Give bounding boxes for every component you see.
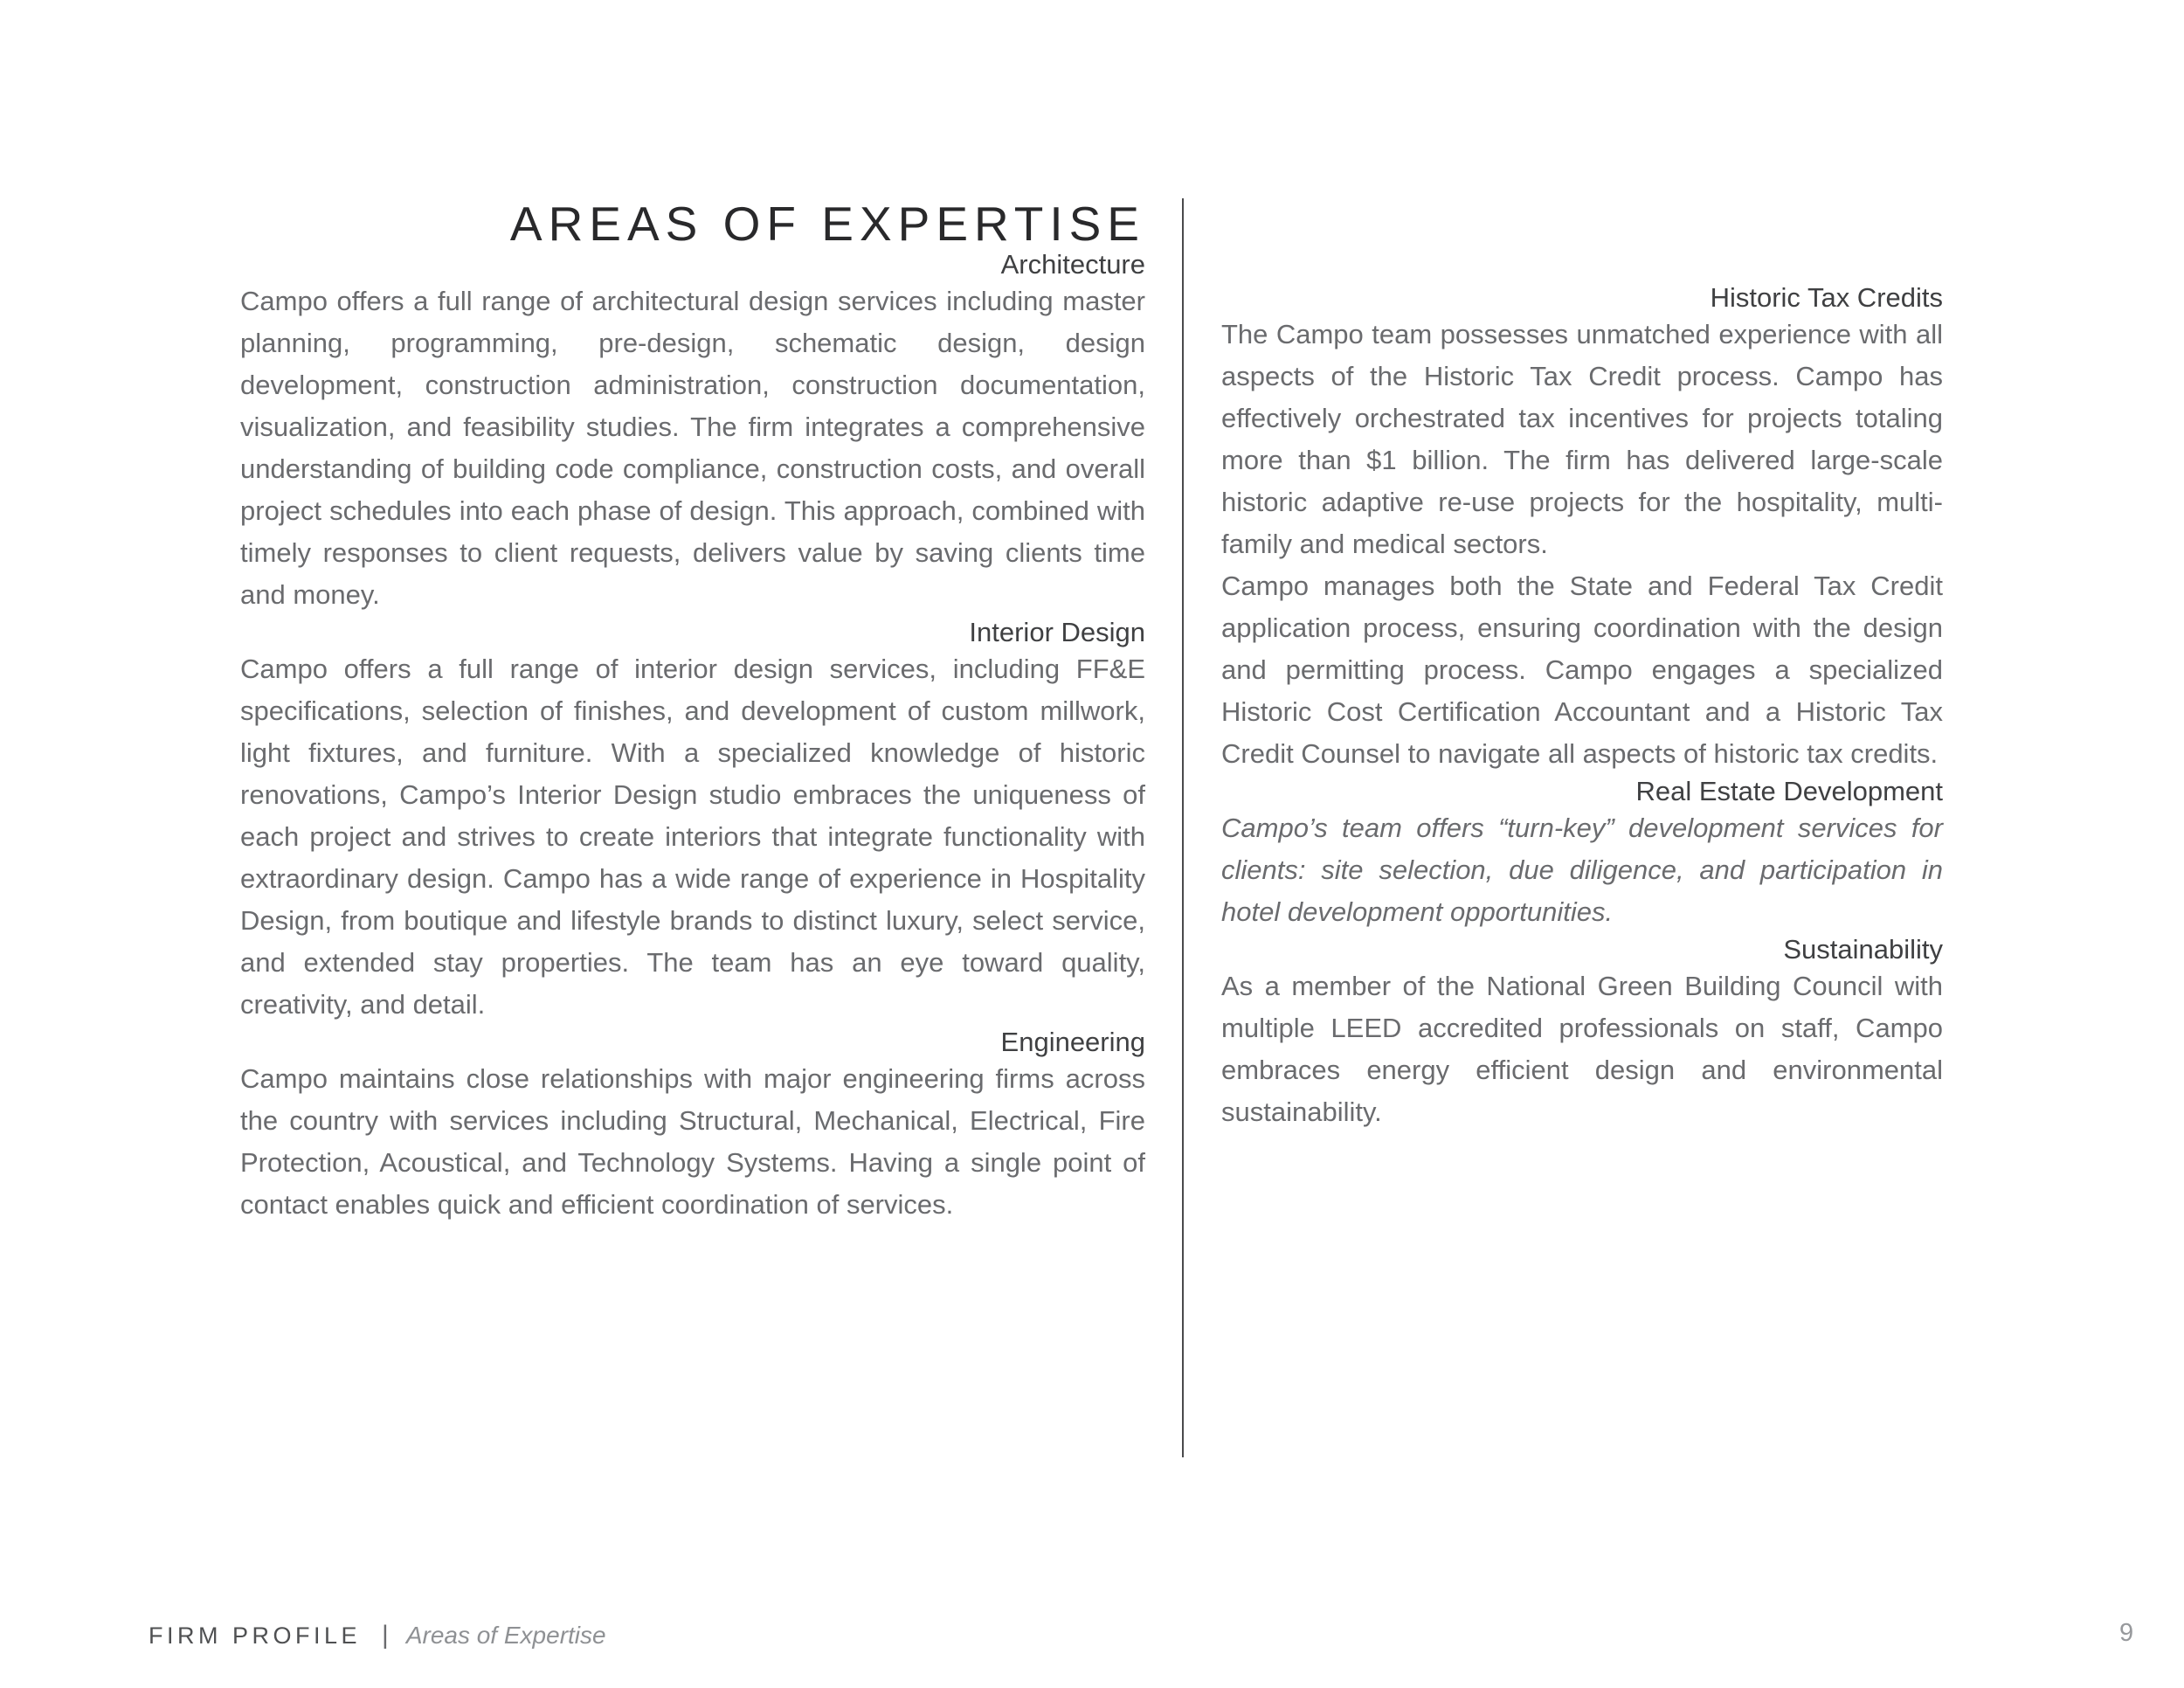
left-column	[240, 199, 1145, 1226]
footer-page-label: Areas of Expertise	[405, 1622, 606, 1649]
section-heading-sustainability: Sustainability	[1783, 934, 1943, 965]
column-divider-rule	[1182, 198, 1184, 1457]
section-body-engineering: Campo maintains close relationships with major engineering firms across the country with services including Structural, Mechanical, Electrical, Fire Protection, Acoustical, and Technology Systems. Having a single point of contact enables quick and efficient coordination of services.	[240, 1063, 1145, 1220]
section-body-sustainability: As a member of the National Green Building Council with multiple LEED accredited professionals on staff, Campo embraces energy efficient design and environmental sustainability.	[1221, 971, 1943, 1127]
section-body-architecture: Campo offers a full range of architectural design services including master planning, programming, pre-design, schematic design, design development, construction administration, construction documentation, visualization, and feasibility studies. The firm integrates a comprehensive understanding of building code compliance, construction costs, and overall project schedules into each phase of design. This approach, combined with timely responses to client requests, delivers value by saving clients time and money.	[240, 286, 1145, 610]
footer-section-label: FIRM PROFILE	[149, 1622, 362, 1649]
footer	[149, 1621, 606, 1650]
section-heading-interior-design: Interior Design	[969, 617, 1145, 647]
section-body-interior-design: Campo offers a full range of interior design services, including FF&E specifications, selection of finishes, and development of custom millwork, light fixtures, and furniture. With a specialized knowledge of historic renovations, Campo’s Interior Design studio embraces the uniqueness of each project and strives to create interiors that integrate functionality with extraordinary design. Campo has a wide range of experience in Hospitality Design, from boutique and lifestyle brands to distinct luxury, select service, and extended stay properties. The team has an eye toward quality, creativity, and detail.	[240, 654, 1145, 1020]
section-heading-engineering: Engineering	[1000, 1027, 1145, 1057]
section-heading-architecture: Architecture	[1000, 249, 1145, 280]
page-title: AREAS OF EXPERTISE	[509, 197, 1145, 251]
section-heading-historic-tax-credits: Historic Tax Credits	[1710, 282, 1943, 313]
page-number: 9	[2119, 1619, 2134, 1647]
footer-separator: |	[382, 1621, 389, 1650]
section-body-historic-tax-credits-2: Campo manages both the State and Federal Tax Credit application process, ensuring coordination with the design and permitting process. Campo engages a specialized Historic Cost Certification Accountant and a Historic Tax Credit Counsel to navigate all aspects of historic tax credits.	[1221, 571, 1943, 769]
right-column	[1221, 281, 1943, 1133]
section-body-historic-tax-credits-1: The Campo team possesses unmatched experience with all aspects of the Historic Tax Credit process. Campo has effectively orchestrated tax incentives for projects totaling more than $1 billion. The firm has delivered large-scale historic adaptive re-use projects for the hospitality, multi-family and medical sectors.	[1221, 319, 1943, 559]
section-heading-real-estate-development: Real Estate Development	[1635, 776, 1943, 806]
section-body-real-estate-development: Campo’s team offers “turn-key” development services for clients: site selection, due diligence, and participation in hotel development opportunities.	[1221, 813, 1943, 927]
